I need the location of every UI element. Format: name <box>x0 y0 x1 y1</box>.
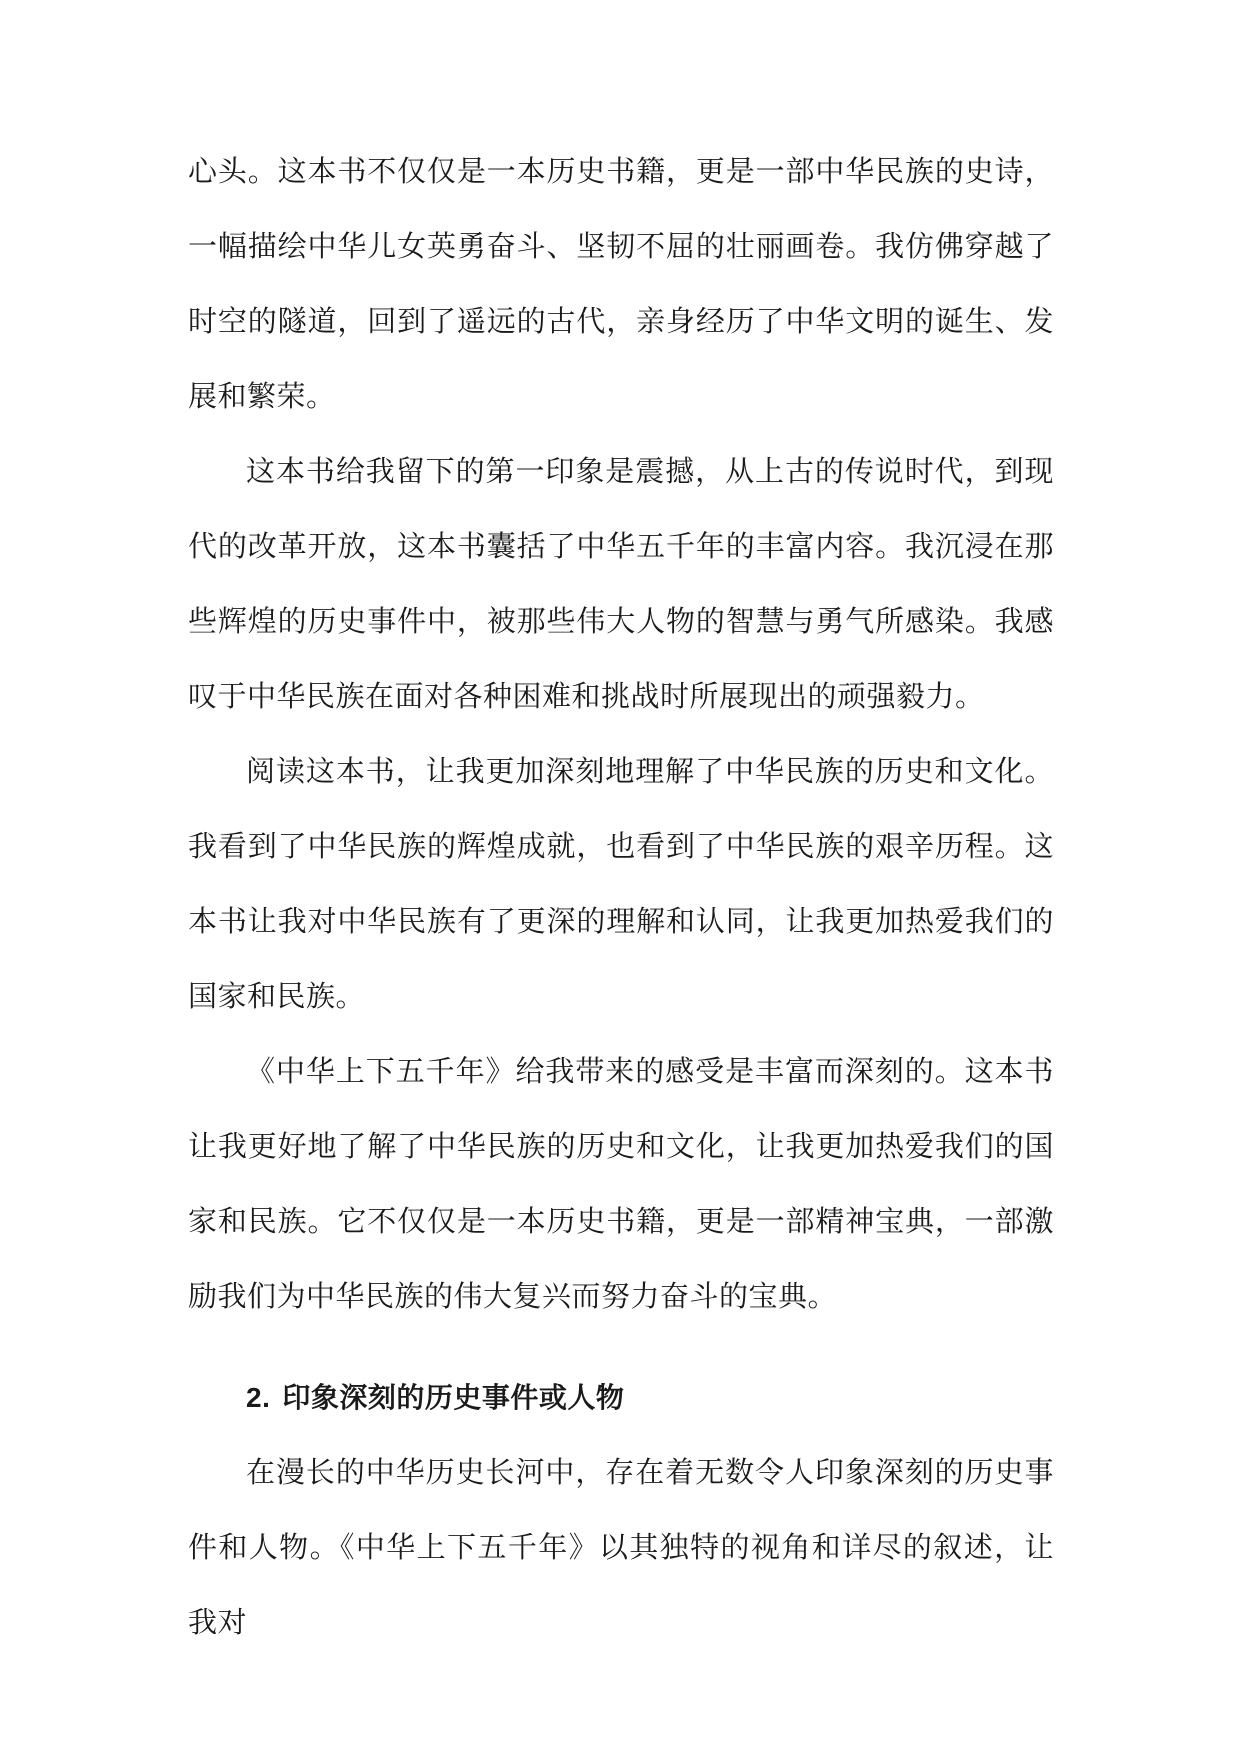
paragraph-feelings: 《中华上下五千年》给我带来的感受是丰富而深刻的。这本书让我更好地了解了中华民族的历史和文化，让我更加热爱我们的国家和民族。它不仅仅是一本历史书籍，更是一部精神宝典，一部激励我们为中华民族的伟大复兴而努力奋斗的宝典。 <box>188 1054 1054 1313</box>
section-number: 2. <box>246 1382 271 1413</box>
section-title: 印象深刻的历史事件或人物 <box>282 1381 625 1414</box>
paragraph-continuation: 心头。这本书不仅仅是一本历史书籍，更是一部中华民族的史诗，一幅描绘中华儿女英勇奋斗、坚韧不屈的壮丽画卷。我仿佛穿越了时空的隧道，回到了遥远的古代，亲身经历了中华文明的诞生、发展和繁荣。 <box>188 154 1054 413</box>
paragraph-section-intro: 在漫长的中华历史长河中，存在着无数令人印象深刻的历史事件和人物。《中华上下五千年》以其独特的视角和详尽的叙述，让我对 <box>188 1455 1054 1639</box>
section-heading <box>188 1360 1054 1435</box>
document-body <box>188 134 1054 1660</box>
paragraph-understanding: 阅读这本书，让我更加深刻地理解了中华民族的历史和文化。我看到了中华民族的辉煌成就，也看到了中华民族的艰辛历程。这本书让我对中华民族有了更深的理解和认同，让我更加热爱我们的国家和民族。 <box>188 754 1054 1013</box>
paragraph-first-impression: 这本书给我留下的第一印象是震撼，从上古的传说时代，到现代的改革开放，这本书囊括了中华五千年的丰富内容。我沉浸在那些辉煌的历史事件中，被那些伟大人物的智慧与勇气所感染。我感叹于中华民族在面对各种困难和挑战时所展现出的顽强毅力。 <box>188 454 1054 713</box>
